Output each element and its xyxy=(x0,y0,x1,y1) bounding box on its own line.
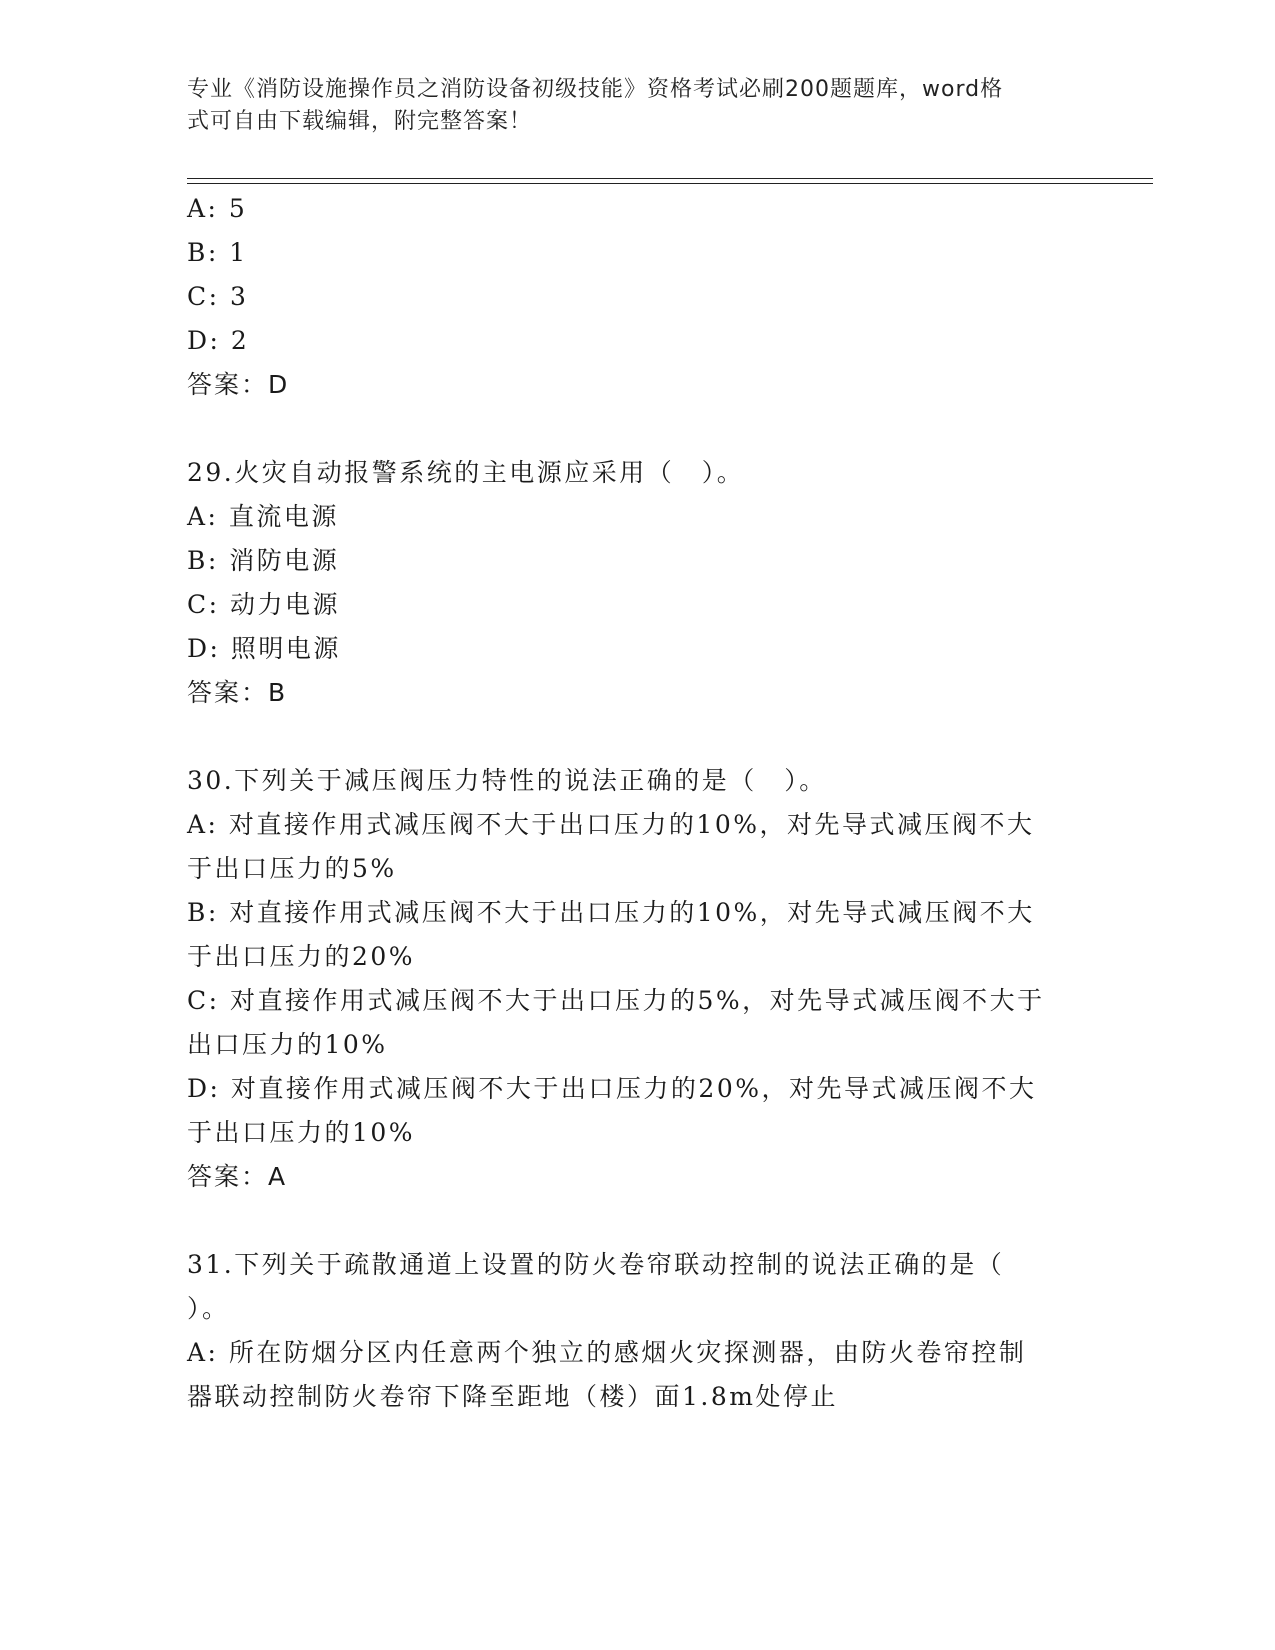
document-header xyxy=(187,74,1067,138)
option-b: B: 1 xyxy=(187,238,248,267)
option-d: D: 2 xyxy=(187,326,250,355)
question-text: 30.下列关于减压阀压力特性的说法正确的是（ ）。 xyxy=(187,766,827,795)
option-b: B: 消防电源 xyxy=(187,546,340,575)
header-rule-bottom xyxy=(187,183,1153,184)
option-a-line-1: A: 对直接作用式减压阀不大于出口压力的10%，对先导式减压阀不大 xyxy=(187,810,1035,839)
option-c-line-1: C: 对直接作用式减压阀不大于出口压力的5%，对先导式减压阀不大于 xyxy=(187,986,1045,1015)
header-line-2: 式可自由下载编辑，附完整答案！ xyxy=(187,109,533,134)
header-line-1: 专业《消防设施操作员之消防设备初级技能》资格考试必刷200题题库，word格 xyxy=(187,77,1004,102)
question-text: 29.火灾自动报警系统的主电源应采用（ ）。 xyxy=(187,458,745,487)
question-text-line-1: 31.下列关于疏散通道上设置的防火卷帘联动控制的说法正确的是（ xyxy=(187,1250,1005,1279)
option-a: A: 直流电源 xyxy=(187,502,339,531)
option-a-line-1: A: 所在防烟分区内任意两个独立的感烟火灾探测器，由防火卷帘控制 xyxy=(187,1338,1027,1367)
answer-line: 答案：D xyxy=(187,370,290,399)
answer-line: 答案：B xyxy=(187,678,288,707)
question-text-line-2: ）。 xyxy=(187,1294,230,1323)
option-b-line-1: B: 对直接作用式减压阀不大于出口压力的10%，对先导式减压阀不大 xyxy=(187,898,1035,927)
option-a: A: 5 xyxy=(187,194,248,223)
option-c-line-2: 出口压力的10% xyxy=(187,1030,388,1059)
option-c: C: 动力电源 xyxy=(187,590,340,619)
option-a-line-2: 于出口压力的5% xyxy=(187,854,397,883)
option-c: C: 3 xyxy=(187,282,249,311)
option-a-line-2: 器联动控制防火卷帘下降至距地（楼）面1.8m处停止 xyxy=(187,1382,838,1411)
option-d-line-2: 于出口压力的10% xyxy=(187,1118,416,1147)
option-d: D: 照明电源 xyxy=(187,634,341,663)
option-b-line-2: 于出口压力的20% xyxy=(187,942,416,971)
option-d-line-1: D: 对直接作用式减压阀不大于出口压力的20%，对先导式减压阀不大 xyxy=(187,1074,1037,1103)
header-rule-top xyxy=(187,178,1153,179)
answer-line: 答案：A xyxy=(187,1162,288,1191)
